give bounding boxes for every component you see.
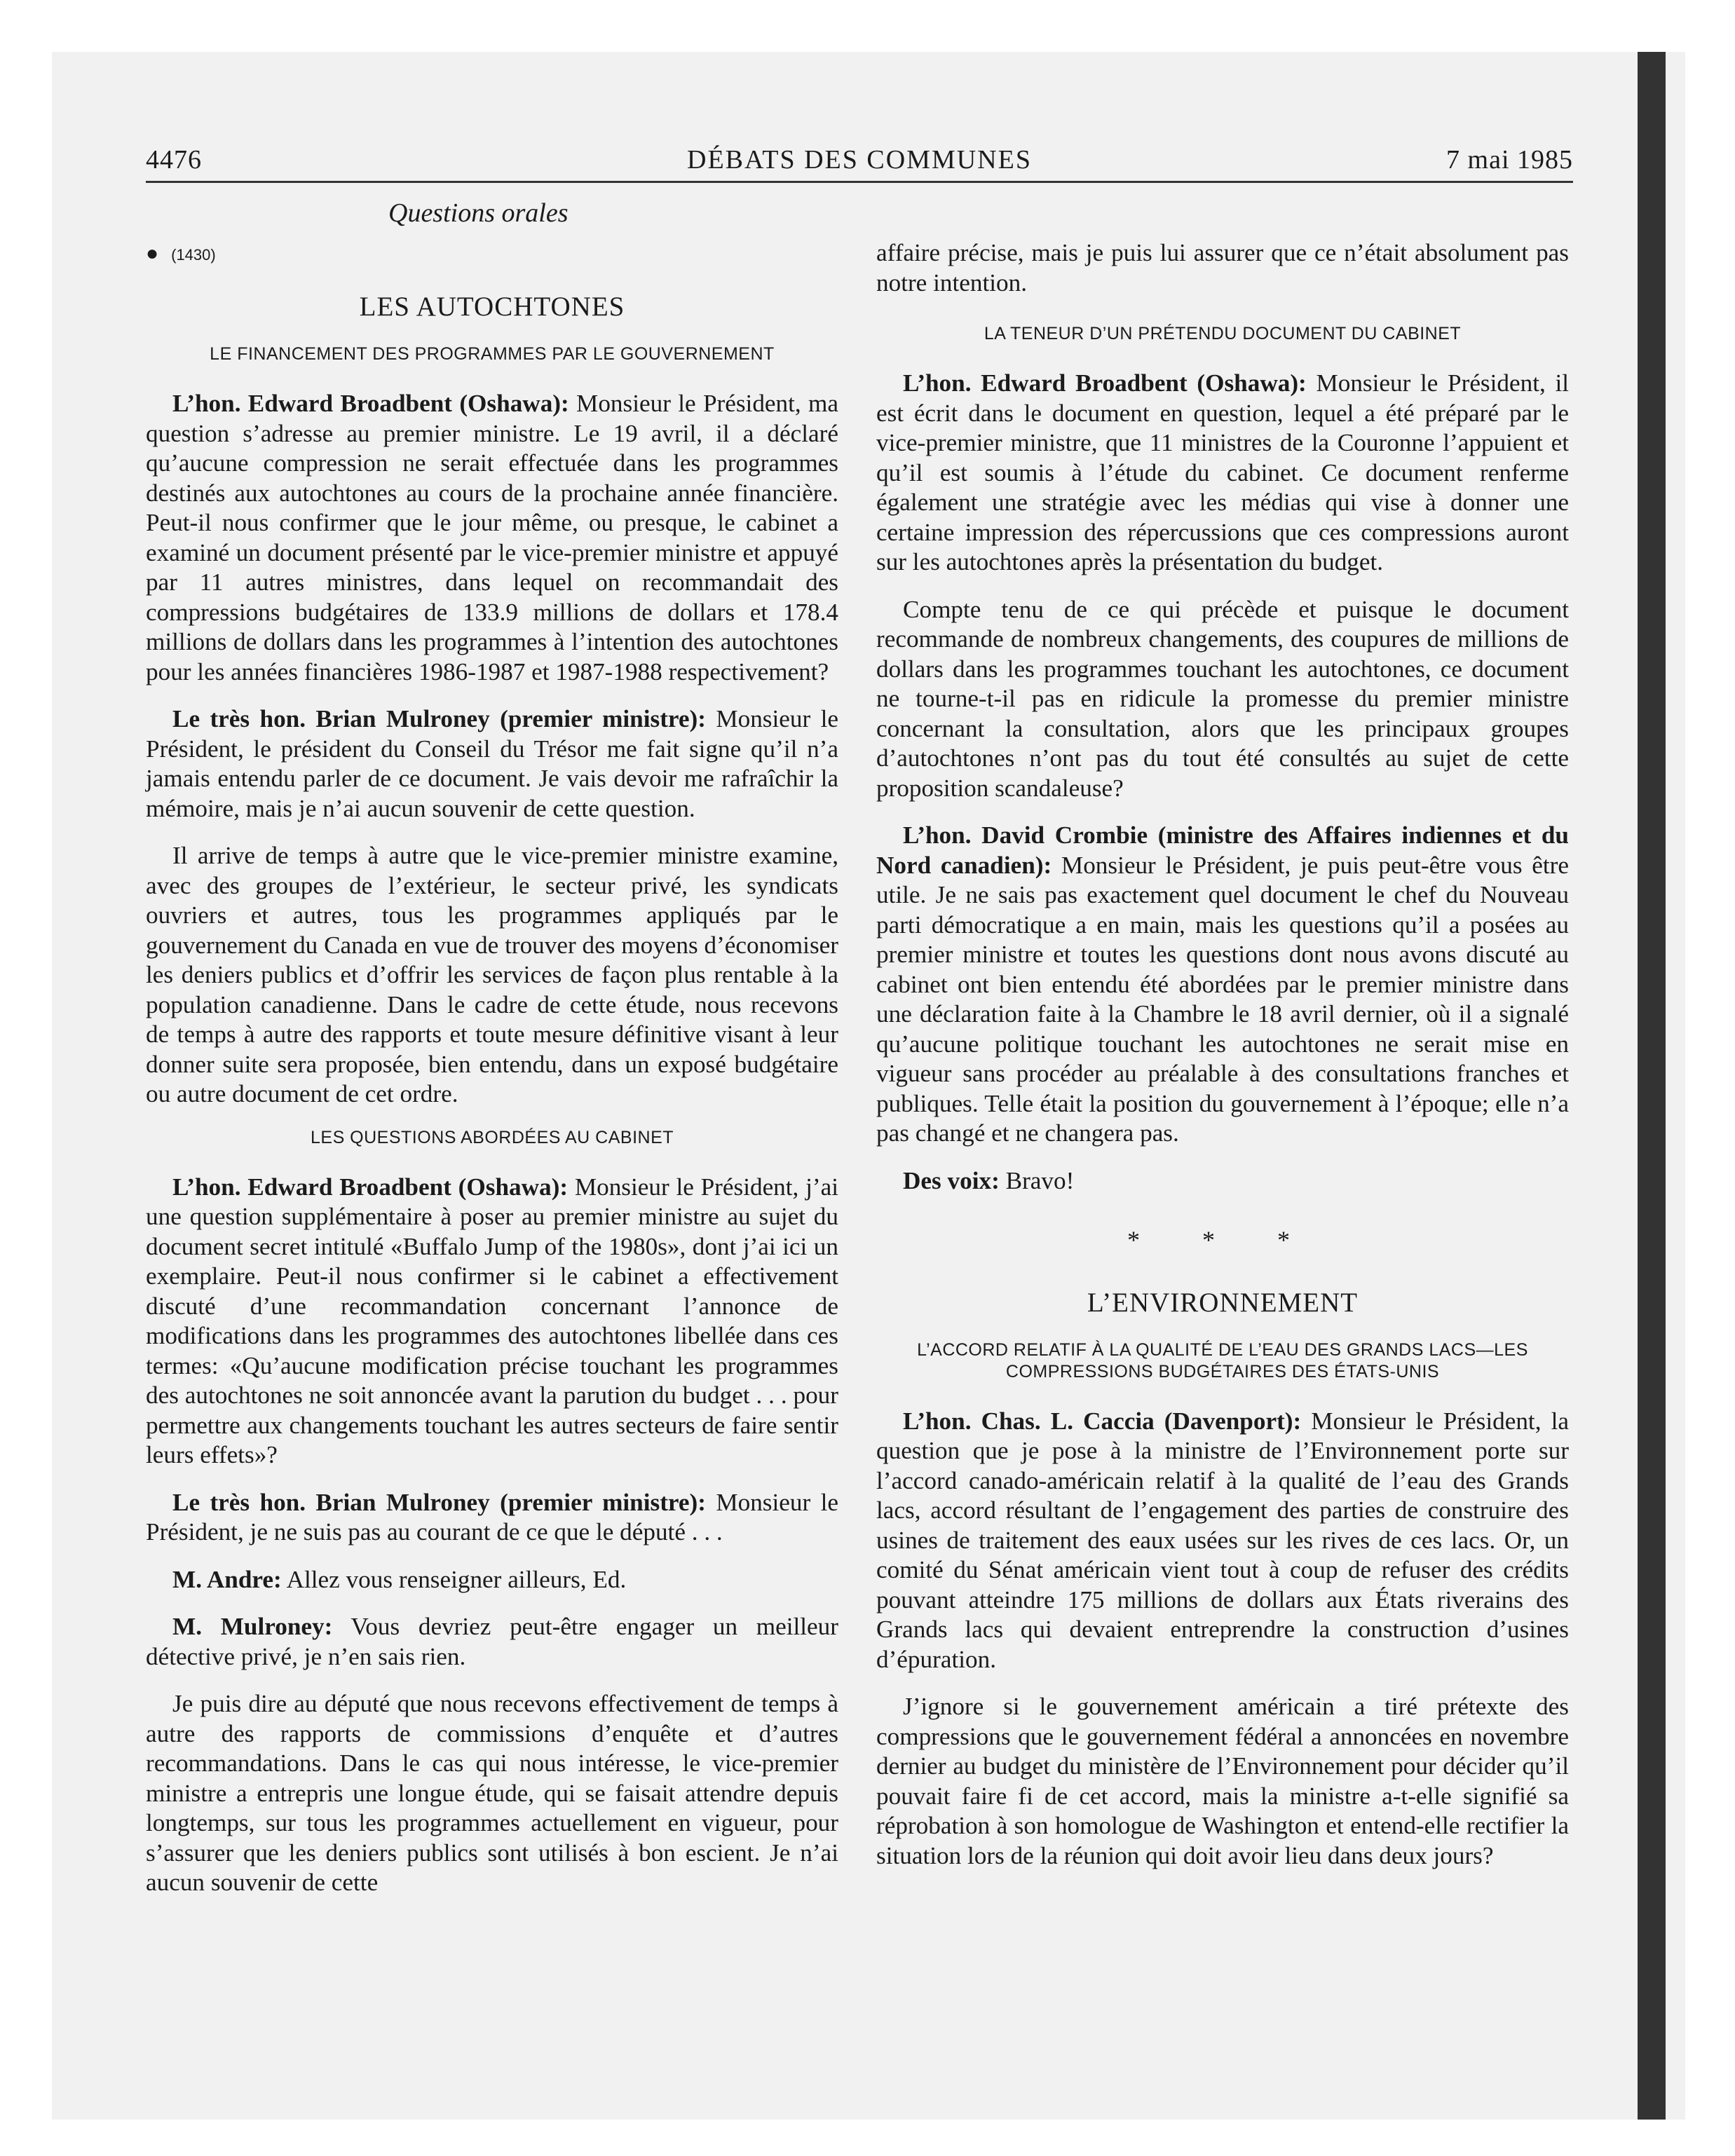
speech-text: Monsieur le Président, la question que je pose à la ministre de l’Environnement porte sur l’accord canado-américain relatif à la qualité de l’eau des Grands lacs, accord résultant de l’engagement des parties de construire des usines de traitement des eaux usées sur les rives de ces lacs. Or, un comité du Sénat américain vient tout à coup de refuser des crédits pouvant atteindre 175 millions de dollars aux États riverains des Grands lacs qui devaient entreprendre la construction d’usines d’épuration. (876, 1407, 1569, 1673)
speech-text: Monsieur le Président, le président du Conseil du Trésor me fait signe qu’il n’a jamais entendu parler de ce document. Je vais devoir me rafraîchir la mémoire, mais je n’ai aucun souvenir de cette question. (146, 705, 838, 822)
speaker: L’hon. Edward Broadbent (Oshawa): (172, 390, 569, 417)
speaker: Le très hon. Brian Mulroney (premier ministre): (172, 1488, 706, 1516)
speaker: L’hon. David Crombie (ministre des Affaires indiennes et du Nord canadien): (876, 821, 1569, 879)
paragraph (146, 704, 838, 824)
paragraph (146, 1565, 838, 1595)
page-number: 4476 (146, 145, 202, 175)
speech-text: Bravo! (999, 1166, 1075, 1194)
time-marker (146, 238, 838, 271)
section-separator: * * * (1127, 1226, 1318, 1254)
speaker: Le très hon. Brian Mulroney (premier ministre): (172, 705, 706, 732)
paragraph (876, 1407, 1569, 1675)
left-column (146, 238, 838, 1916)
speaker: Des voix: (903, 1166, 1000, 1194)
subheading-teneur-document: LA TENEUR D’UN PRÉTENDU DOCUMENT DU CABINET (984, 324, 1462, 343)
paragraph: Compte tenu de ce qui précède et puisque le document recommande de nombreux changements, des coupures de millions de dollars dans les programmes touchant les autochtones, ce document ne tourne-t-il pas en ridicule la promesse du premier ministre concernant la consultation, alors que les principaux groupes d’autochtones n’ont pas du tout été consultés au sujet de cette proposition scandaleuse? (876, 595, 1569, 802)
page-header (146, 144, 1573, 183)
paragraph (146, 1488, 838, 1548)
subheading-questions-cabinet: LES QUESTIONS ABORDÉES AU CABINET (310, 1127, 674, 1147)
paragraph: J’ignore si le gouvernement américain a tiré prétexte des compressions que le gouvernement fédéral a annoncées en novembre dernier au budget du ministère de l’Environnement pour décider qu’il pouvait faire fi de cet accord, mais la ministre a-t-elle signifié sa réprobation à son homologue de Washington et entend-elle rectifier la situation lors de la réunion qui doit avoir lieu dans deux jours? (876, 1693, 1569, 1869)
paragraph (146, 1612, 838, 1672)
scan-edge-bar (1638, 52, 1666, 2120)
speech-text: Monsieur le Président, il est écrit dans le document en question, lequel a été préparé par le vice-premier ministre, que 11 ministres de la Couronne l’appuient et qu’il est soumis à l’étude du cabinet. Ce document renferme également une stratégie avec les médias qui vise à donner une certaine impression des répercussions que ces compressions auront sur les autochtones après la présentation du budget. (876, 369, 1569, 575)
heading-environnement: L’ENVIRONNEMENT (1087, 1287, 1359, 1318)
page-date: 7 mai 1985 (1446, 145, 1573, 175)
subheading-financement: LE FINANCEMENT DES PROGRAMMES PAR LE GOUVERNEMENT (210, 344, 775, 364)
paragraph (876, 369, 1569, 578)
paragraph-continued: affaire précise, mais je puis lui assurer que ce n’était absolument pas notre intention. (876, 239, 1569, 296)
paragraph: Il arrive de temps à autre que le vice-premier ministre examine, avec des groupes de l’extérieur, le secteur privé, les syndicats ouvriers et autres, tous les programmes appliqués par le gouvernement du Canada en vue de trouver des moyens d’économiser les deniers publics et d’offrir les services de façon plus rentable à la population canadienne. Dans le cadre de cette étude, nous recevons de temps à autre des rapports et toute mesure définitive visant à leur donner suite sera proposée, bien entendu, dans un exposé budgétaire ou autre document de cet ordre. (146, 842, 838, 1107)
speech-text: Monsieur le Président, je ne suis pas au courant de ce que le député . . . (146, 1488, 838, 1546)
heading-autochtones: LES AUTOCHTONES (359, 292, 625, 322)
time-marker-text: (1430) (171, 246, 216, 264)
bullet-icon: ● (146, 242, 159, 265)
speaker: L’hon. Edward Broadbent (Oshawa): (903, 369, 1307, 397)
speaker: M. Mulroney: (172, 1613, 333, 1640)
paragraph (876, 1166, 1569, 1196)
subheading-accord-eau: L’ACCORD RELATIF À LA QUALITÉ DE L’EAU DES GRANDS LACS—LES COMPRESSIONS BUDGÉTAIRES DES ÉTATS-UNIS (917, 1339, 1528, 1381)
speaker: L’hon. Chas. L. Caccia (Davenport): (903, 1407, 1302, 1435)
speech-text: Vous devriez peut-être engager un meilleur détective privé, je n’en sais rien. (146, 1613, 838, 1670)
speaker: M. Andre: (172, 1565, 282, 1593)
section-title: Questions orales (388, 198, 569, 228)
speech-text: Monsieur le Président, je puis peut-être vous être utile. Je ne sais pas exactement quel document le chef du Nouveau parti démocratique a en main, mais les questions qu’il a posées au premier ministre et toutes les questions dont nous avons discuté au cabinet ont bien entendu été abordées par le premier ministre dans une déclaration faite à la Chambre le 18 avril dernier, où il a signalé qu’aucune politique touchant les autochtones ne serait mise en vigueur sans procéder au préalable à des consultations franches et publiques. Telle était la position du gouvernement à l’époque; elle n’a pas changé et ne changera pas. (876, 851, 1569, 1147)
speech-text: Allez vous renseigner ailleurs, Ed. (281, 1565, 627, 1593)
paragraph (876, 821, 1569, 1149)
right-column (876, 238, 1569, 1888)
paragraph: Je puis dire au député que nous recevons effectivement de temps à autre des rapports de commissions d’enquête et d’autres recommandations. Dans le cas qui nous intéresse, le vice-premier ministre a entrepris une longue étude, qui se faisait attendre depuis longtemps, sur tous les programmes actuellement en vigueur, pour s’assurer que les deniers publics sont utilisés à bon escient. Je n’ai aucun souvenir de cette (146, 1690, 838, 1896)
paragraph (146, 1173, 838, 1471)
speech-text: Monsieur le Président, ma question s’adresse au premier ministre. Le 19 avril, il a déclaré qu’aucune compression ne serait effectuée dans les programmes destinés aux autochtones au cours de la prochaine année financière. Peut-il nous confirmer que le jour même, ou presque, le cabinet a examiné un document présenté par le vice-premier ministre et appuyé par 11 autres ministres, dans lequel on recommandait des compressions budgétaires de 133.9 millions de dollars et 178.4 millions de dollars dans les programmes à l’intention des autochtones pour les années financières 1986-1987 et 1987-1988 respectivement? (146, 390, 838, 685)
speaker: L’hon. Edward Broadbent (Oshawa): (172, 1173, 569, 1201)
speech-text: Monsieur le Président, j’ai une question supplémentaire à poser au premier ministre au sujet du document secret intitulé «Buffalo Jump of the 1980s», dont j’ai ici un exemplaire. Peut-il nous confirmer si le cabinet a effectivement discuté d’une recommandation concernant l’annonce de modifications dans les programmes des autochtones libellée dans ces termes: «Qu’aucune modification précise touchant les programmes des autochtones ne soit annoncée avant la parution du budget . . . pour permettre aux changements touchant les autres secteurs de faire sentir leurs effets»? (146, 1173, 838, 1468)
publication-title: DÉBATS DES COMMUNES (687, 145, 1032, 175)
paragraph (146, 389, 838, 687)
